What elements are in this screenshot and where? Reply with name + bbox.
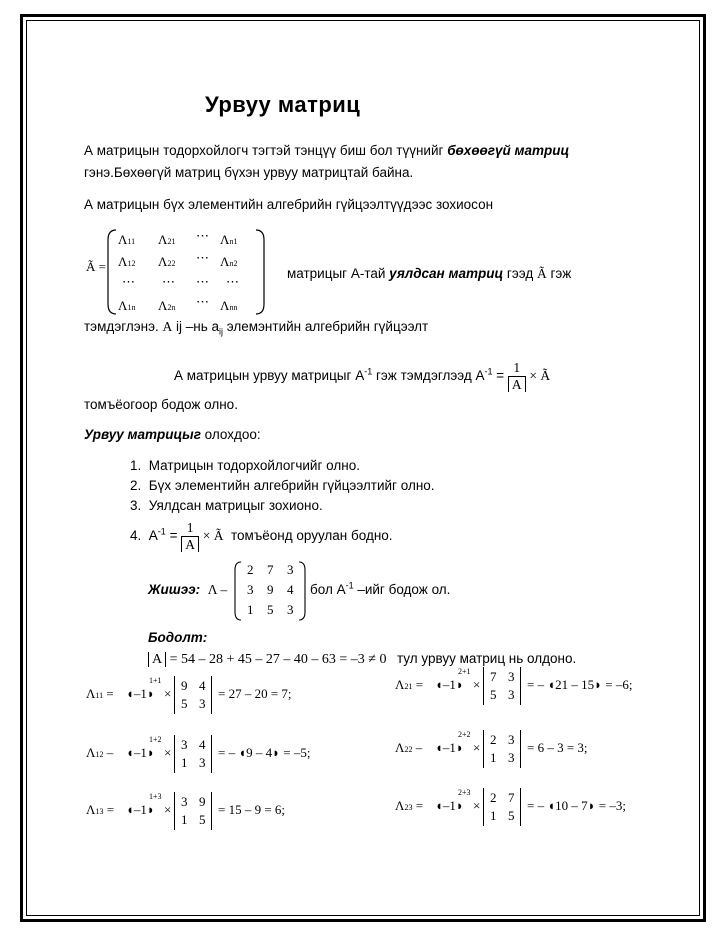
cofactor-name: Λ21 = bbox=[395, 677, 424, 692]
minor-determinant bbox=[174, 735, 212, 773]
cofactor-result: = 6 – 3 = 3; bbox=[527, 740, 588, 755]
intro-line-3: А матрицын бүх элементийн алгебрийн гүйцээлтүүдээс зохиосон bbox=[84, 197, 494, 212]
minor-determinant bbox=[483, 667, 521, 705]
cofactor-name: Λ12 – bbox=[86, 745, 114, 760]
cofactor-exponent: 1+3 bbox=[149, 792, 162, 801]
minor-cell: 1 bbox=[490, 750, 497, 765]
cofactor-name: Λ13 = bbox=[86, 802, 115, 817]
adjugate-cell: Λ21 bbox=[158, 232, 176, 247]
cofactor-result: = – ◖9 – 4◗ = –5; bbox=[218, 745, 311, 760]
intro-line-1 bbox=[84, 143, 569, 158]
adjugate-cell: Λn2 bbox=[220, 254, 238, 269]
cofactor-sign: ◖–1◗ bbox=[126, 686, 155, 701]
example-cell: 3 bbox=[287, 602, 294, 617]
adjugate-cell: ⋯ bbox=[196, 250, 209, 265]
example-cell: 3 bbox=[287, 562, 294, 577]
cofactor-exponent: 2+2 bbox=[458, 730, 471, 739]
minor-cell: 3 bbox=[181, 737, 188, 752]
example-cell: 2 bbox=[247, 562, 254, 577]
cofactor-exponent: 1+2 bbox=[149, 735, 162, 744]
determinant-line: A = 54 – 28 + 45 – 27 – 40 – 63 = –3 ≠ 0 тул урвуу матриц нь олдоно. bbox=[148, 650, 576, 668]
minor-cell: 4 bbox=[199, 737, 206, 752]
cofactor-exponent: 2+3 bbox=[458, 788, 471, 797]
adjugate-cell: ⋯ bbox=[196, 274, 209, 289]
times-sign: × bbox=[473, 740, 481, 755]
cofactor-exponent: 2+1 bbox=[458, 667, 471, 676]
example-cell: 5 bbox=[267, 602, 274, 617]
matrix-brackets bbox=[86, 226, 276, 318]
method-heading: Урвуу матрицыг олохдоо: bbox=[84, 427, 261, 442]
times-sign: × bbox=[164, 745, 172, 760]
minor-cell: 1 bbox=[181, 812, 188, 827]
adjugate-cell: ⋯ bbox=[162, 274, 175, 289]
adjugate-cell: Λnn bbox=[220, 298, 238, 313]
example-cell: 9 bbox=[267, 582, 274, 597]
example-cell: 3 bbox=[247, 582, 254, 597]
formula-note: томъёогоор бодож олно. bbox=[84, 397, 238, 412]
times-sign: × bbox=[164, 802, 172, 817]
intro-line-1-text: А матрицын тодорхойлогч тэгтэй тэнцүү биш бол түүнийг bbox=[84, 143, 448, 158]
times-sign: × bbox=[473, 798, 481, 813]
example-label: Жишээ: Λ – bbox=[148, 582, 228, 597]
minor-cell: 9 bbox=[181, 678, 188, 693]
minor-cell: 3 bbox=[508, 750, 515, 765]
adjugate-lhs: Ã = bbox=[86, 259, 106, 274]
adjugate-cell: Λn1 bbox=[220, 232, 238, 247]
solution-label: Бодолт: bbox=[148, 630, 208, 645]
times-sign: × bbox=[473, 677, 481, 692]
notation-line: тэмдэглэнэ. Α ij –нь $a_{ij}$ элемэнтийн алгебрийн гүйцээлт bbox=[84, 319, 429, 337]
step-2: 2. Бүх элементийн алгебрийн гүйцээлтийг олно. bbox=[130, 478, 435, 493]
cofactor-result: = 15 – 9 = 6; bbox=[218, 802, 286, 817]
cofactor-sign: ◖–1◗ bbox=[435, 798, 464, 813]
minor-cell: 5 bbox=[490, 687, 497, 702]
cofactor-name: Λ22 – bbox=[395, 740, 423, 755]
times-sign: × bbox=[164, 686, 172, 701]
intro-line-2: гэнэ.Бөхөөгүй матриц бүхэн урвуу матрицтай байна. bbox=[84, 165, 414, 180]
minor-determinant bbox=[483, 730, 521, 768]
adjugate-cell: Λ22 bbox=[158, 254, 176, 269]
page-title: Урвуу матриц bbox=[205, 92, 361, 117]
minor-determinant bbox=[174, 676, 212, 714]
step-4: 4. $А^{-1}$ = $\frac{1}{A}$ × Ã томъёонд оруулан бодно. bbox=[130, 520, 393, 552]
adjugate-cell: Λ11 bbox=[118, 232, 136, 247]
minor-cell: 9 bbox=[199, 794, 206, 809]
adjugate-cell: ⋯ bbox=[122, 274, 135, 289]
minor-cell: 4 bbox=[199, 678, 206, 693]
minor-determinant bbox=[174, 792, 212, 830]
adjugate-cell: ⋯ bbox=[196, 228, 209, 243]
minor-cell: 5 bbox=[508, 808, 515, 823]
inverse-fraction: $\frac{1}{A}$ bbox=[508, 360, 526, 393]
cofactor-result: = 27 – 20 = 7; bbox=[218, 686, 292, 701]
adjugate-cell: ⋯ bbox=[226, 274, 239, 289]
step-1: 1. Матрицын тодорхойлогчийг олно. bbox=[130, 458, 360, 473]
adjugate-cell: ⋯ bbox=[196, 294, 209, 309]
term-adjugate: уялдсан матриц bbox=[389, 266, 504, 281]
adjugate-cell: Λ2n bbox=[158, 298, 176, 313]
minor-cell: 3 bbox=[508, 687, 515, 702]
cofactor-name: Λ23 = bbox=[395, 798, 424, 813]
example-text: бол $А^{-1}$ –ийг бодож ол. bbox=[310, 580, 451, 597]
cofactor-result: = – ◖10 – 7◗ = –3; bbox=[527, 798, 626, 813]
minor-cell: 5 bbox=[181, 696, 188, 711]
minor-cell: 1 bbox=[490, 808, 497, 823]
adjugate-description: матрицыг А-тай уялдсан матриц гээд Ã гэж bbox=[287, 266, 572, 281]
example-cell: 7 bbox=[267, 562, 274, 577]
minor-cell: 1 bbox=[181, 755, 188, 770]
minor-cell: 7 bbox=[508, 790, 515, 805]
minor-cell: 3 bbox=[199, 696, 206, 711]
minor-cell: 3 bbox=[508, 669, 515, 684]
minor-cell: 3 bbox=[508, 732, 515, 747]
cofactor-name: Λ11 = bbox=[86, 686, 114, 701]
example-matrix bbox=[235, 560, 305, 622]
cofactor-exponent: 1+1 bbox=[149, 676, 162, 685]
step-3: 3. Уялдсан матрицыг зохионо. bbox=[130, 498, 323, 513]
minor-cell: 3 bbox=[199, 755, 206, 770]
step4-fraction: $\frac{1}{A}$ bbox=[181, 520, 199, 553]
cofactor-sign: ◖–1◗ bbox=[126, 802, 155, 817]
minor-cell: 7 bbox=[490, 669, 497, 684]
minor-cell: 2 bbox=[490, 732, 497, 747]
adjugate-matrix bbox=[86, 226, 276, 318]
cofactor-sign: ◖–1◗ bbox=[435, 677, 464, 692]
cofactor-sign: ◖–1◗ bbox=[126, 745, 155, 760]
example-cell: 1 bbox=[247, 602, 254, 617]
cofactor-result: = – ◖21 – 15◗ = –6; bbox=[527, 677, 633, 692]
example-cell: 4 bbox=[287, 582, 294, 597]
minor-cell: 2 bbox=[490, 790, 497, 805]
adjugate-cell: Λ1n bbox=[118, 298, 136, 313]
term-nonsingular: бөхөөгүй матриц bbox=[447, 143, 570, 158]
cofactor-sign: ◖–1◗ bbox=[435, 740, 464, 755]
minor-cell: 3 bbox=[181, 794, 188, 809]
adjugate-cell: Λ12 bbox=[118, 254, 136, 269]
minor-determinant bbox=[483, 788, 521, 826]
minor-cell: 5 bbox=[199, 812, 206, 827]
inverse-definition: А матрицын урвуу матрицыг $А^{-1}$ гэж тэмдэглээд $А^{-1}$ = $\frac{1}{A}$ × Ã bbox=[174, 360, 551, 392]
